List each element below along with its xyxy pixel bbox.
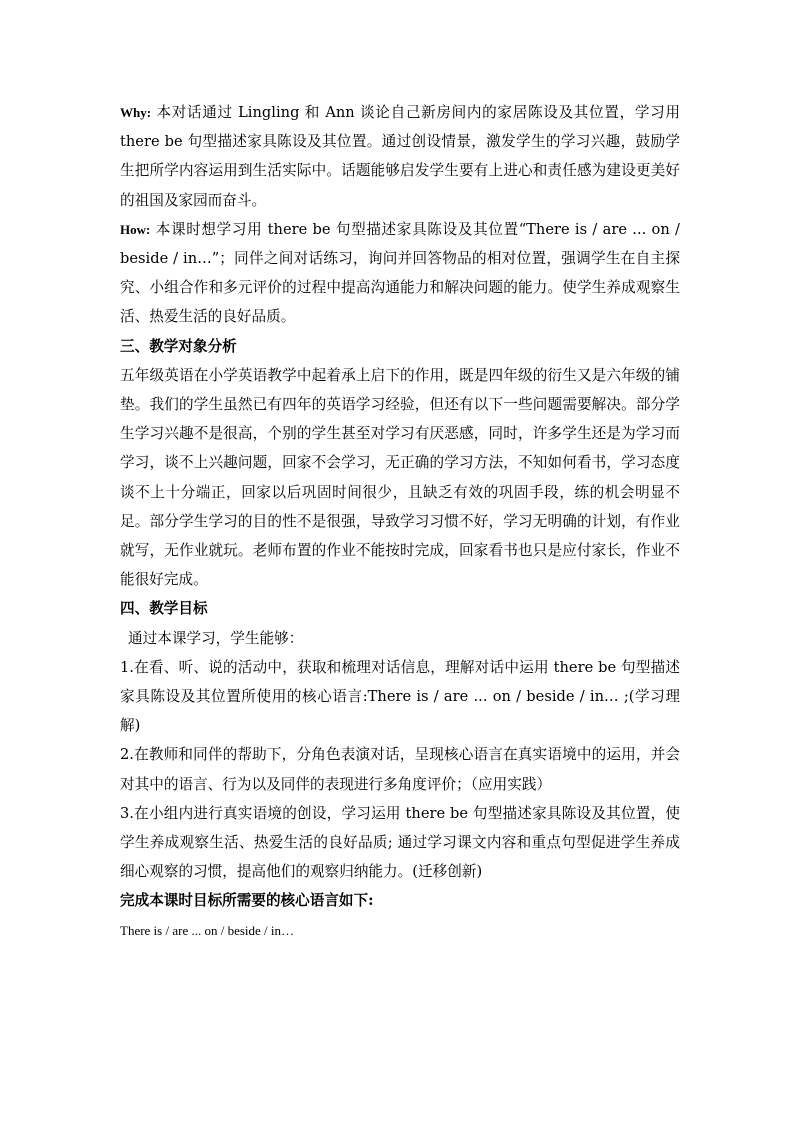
how-label: How: — [120, 221, 151, 237]
core-language-text: There is / are ... on / beside / in… — [120, 922, 295, 938]
document-page — [120, 98, 680, 945]
goal-item-2: 2.在教师和同伴的帮助下，分角色表演对话，呈现核心语言在真实语境中的运用，并会对其中的语言、行为以及同伴的表现进行多角度评价；（应用实践） — [120, 746, 680, 793]
core-language-heading: 完成本课时目标所需要的核心语言如下: — [120, 892, 374, 910]
goal-item-1: 1.在看、听、说的活动中，获取和梳理对话信息，理解对话中运用 there be 句型描述家具陈设及其位置所使用的核心语言:There is / are ... on / beside / in… ;(学习理解) — [120, 658, 680, 735]
section3-text: 五年级英语在小学英语教学中起着承上启下的作用，既是四年级的衍生又是六年级的铺垫。我们的学生虽然已有四年的英语学习经验，但还有以下一些问题需要解决。部分学生学习兴趣不是很高，个别的学生甚至对学习有厌恶感，同时，许多学生还是为学习而学习，谈不上兴趣问题，回家不会学习，无正确的学习方法，不知如何看书，学习态度谈不上十分端正，回家以后巩固时间很少，且缺乏有效的巩固手段，练的机会明显不足。部分学生学习的目的性不是很强，导致学习习惯不好，学习无明确的计划，有作业就写，无作业就玩。老师布置的作业不能按时完成，回家看书也只是应付家长，作业不能很好完成。 — [120, 366, 680, 589]
how-text: 本课时想学习用 there be 句型描述家具陈设及其位置“There is / are ... on / beside / in…”；同伴之间对话练习，询问并回答物品的相对位置，强调学生在自主探究、小组合作和多元评价的过程中提高沟通能力和解决问题的能力。使学生养成观察生活、热爱生活的良好品质。 — [120, 220, 680, 326]
section4-intro: 通过本课学习，学生能够： — [128, 629, 304, 647]
goal-item-3: 3.在小组内进行真实语境的创设，学习运用 there be 句型描述家具陈设及其位置，使学生养成观察生活、热爱生活的良好品质; 通过学习课文内容和重点句型促进学生养成细心观察的习惯，提高他们的观察归纳能力。(迁移创新) — [120, 804, 680, 881]
section4-heading: 四、教学目标 — [120, 600, 208, 618]
why-label: Why: — [120, 105, 152, 120]
why-paragraph — [120, 98, 680, 215]
how-paragraph — [120, 215, 680, 332]
why-text: 本对话通过 Lingling 和 Ann 谈论自己新房间内的家居陈设及其位置，学习用 there be 句型描述家具陈设及其位置。通过创设情景，激发学生的学习兴趣，鼓励学生把所学内容运用到生活实际中。话题能够启发学生要有上进心和责任感为建设更美好的祖国及家园而奋斗。 — [120, 104, 680, 209]
section3-heading: 三、教学对象分析 — [120, 337, 237, 355]
